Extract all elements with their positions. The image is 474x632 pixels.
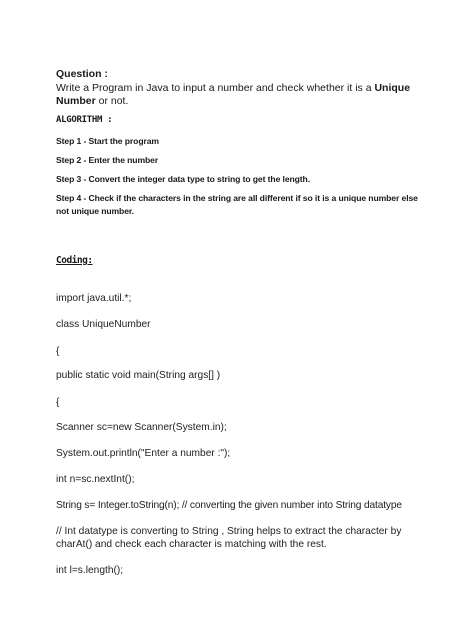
question-text-emphasis: Unique Number [56, 82, 411, 107]
code-line: System.out.println("Enter a number :"); [56, 448, 231, 459]
code-line: { [56, 346, 60, 357]
question-text [56, 82, 426, 108]
code-comment: // Int datatype is converting to String , String helps to extract the character by charAt() and check each character is matching with the rest. [56, 526, 402, 550]
question-text-end: or not. [95, 95, 129, 107]
code-line: class UniqueNumber [56, 319, 151, 330]
code-line: int n=sc.nextInt(); [56, 474, 135, 485]
question-text-start: Write a Program in Java to input a number and check whether it is a [56, 82, 375, 94]
code-line: Scanner sc=new Scanner(System.in); [56, 422, 227, 433]
algorithm-step: Step 1 - Start the program [56, 136, 159, 146]
algorithm-step: Step 3 - Convert the integer data type to string to get the length. [56, 174, 310, 184]
code-line: public static void main(String args[] ) [56, 370, 221, 381]
code-line: String s= Integer.toString(n); // converting the given number into String datatype [56, 500, 402, 511]
coding-heading: Coding: [56, 255, 93, 266]
question-label: Question : [56, 68, 108, 80]
algorithm-step: Step 2 - Enter the number [56, 155, 159, 165]
code-line: import java.util.*; [56, 293, 132, 304]
code-line: int l=s.length(); [56, 565, 124, 576]
code-line: { [56, 397, 60, 408]
algorithm-step: Step 4 - Check if the characters in the string are all different if so it is a unique number else not unique number. [56, 193, 418, 216]
algorithm-heading: ALGORITHM : [56, 115, 113, 125]
